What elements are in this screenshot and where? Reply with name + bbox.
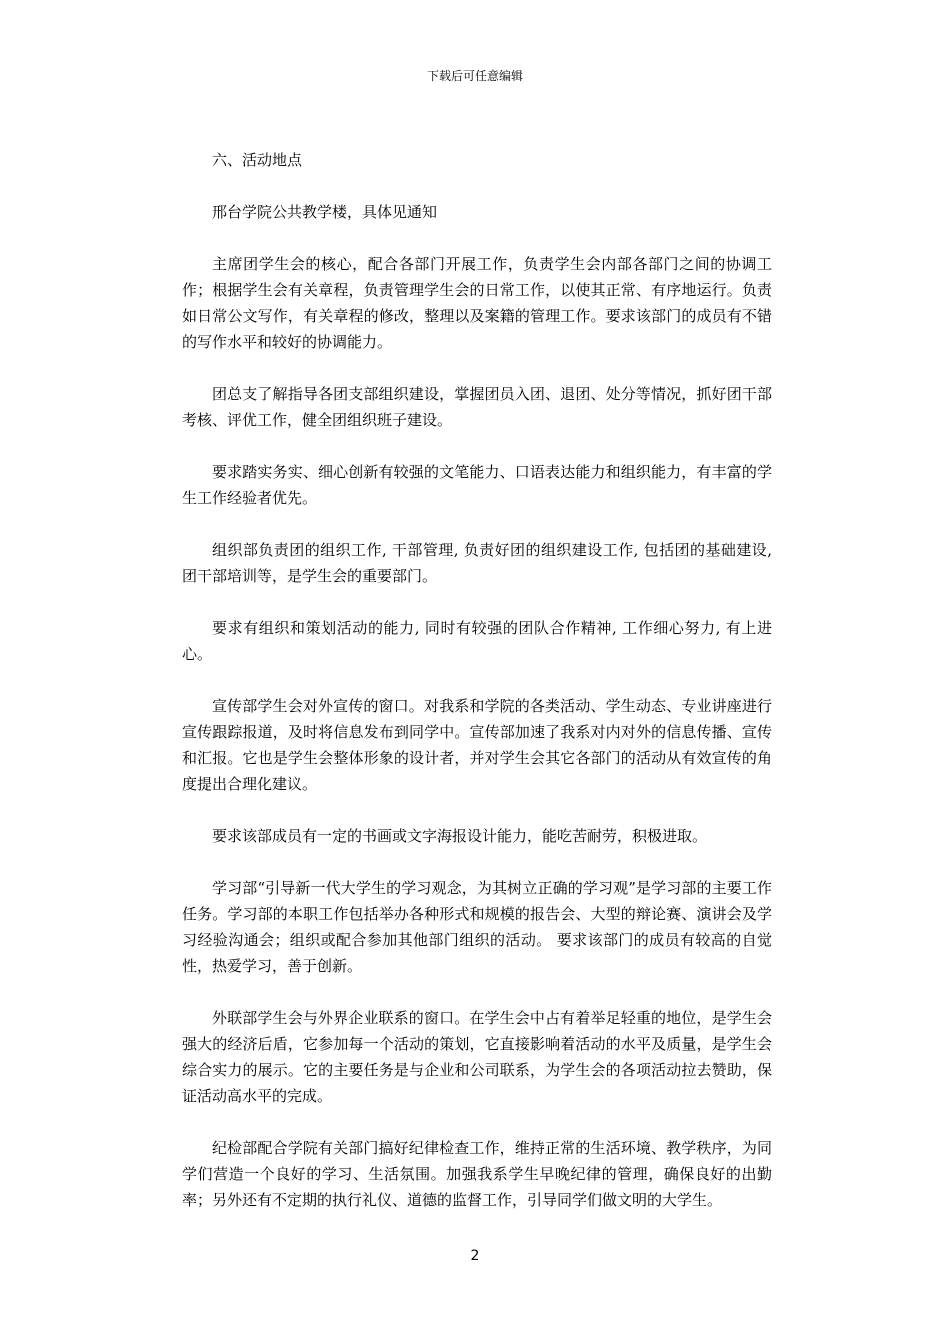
section-heading-activity-location: 六、活动地点 [212,151,303,169]
paragraph-publicity-dept: 宣传部学生会对外宣传的窗口。对我系和学院的各类活动、学生动态、专业讲座进行宣传跟踪报道，及时将信息发布到同学中。宣传部加速了我系对内对外的信息传播、宣传和汇报。它也是学生会整体形象的设计者，并对学生会其它各部门的活动从有效宣传的角度提出合理化建议。 [182,697,772,793]
paragraph-presidium: 主席团学生会的核心，配合各部门开展工作，负责学生会内部各部门之间的协调工作；根据学生会有关章程，负责管理学生会的日常工作，以使其正常、有序地运行。负责如日常公文写作，有关章程的修改，整理以及案籍的管理工作。要求该部门的成员有不错的写作水平和较好的协调能力。 [182,255,772,351]
paragraph-discipline-dept: 纪检部配合学院有关部门搞好纪律检查工作，维持正常的生活环境、教学秩序，为同学们营造一个良好的学习、生活氛围。加强我系学生早晚纪律的管理，确保良好的出勤率；另外还有不定期的执行礼仪、道德的监督工作，引导同学们做文明的大学生。 [182,1139,772,1209]
paragraph-study-dept: 学习部“引导新一代大学生的学习观念，为其树立正确的学习观”是学习部的主要工作任务。学习部的本职工作包括举办各种形式和规模的报告会、大型的辩论赛、演讲会及学习经验沟通会；组织或配合参加其他部门组织的活动。 要求该部门的成员有较高的自觉性，热爱学习，善于创新。 [182,879,772,975]
paragraph-external-relations-dept: 外联部学生会与外界企业联系的窗口。在学生会中占有着举足轻重的地位，是学生会强大的经济后盾，它参加每一个活动的策划，它直接影响着活动的水平及质量，是学生会综合实力的展示。它的主要任务是与企业和公司联系，为学生会的各项活动拉去赞助，保证活动高水平的完成。 [182,1009,772,1105]
paragraph-location: 邢台学院公共教学楼，具体见通知 [212,203,438,221]
page-number: 2 [470,1248,480,1264]
paragraph-organization-requirements: 要求有组织和策划活动的能力, 同时有较强的团队合作精神, 工作细心努力, 有上进心。 [182,619,772,663]
paragraph-league-branch-requirements: 要求踏实务实、细心创新有较强的文笔能力、口语表达能力和组织能力，有丰富的学生工作经验者优先。 [182,463,772,507]
document-body [182,147,772,1239]
page-header: 下载后可任意编辑 [426,69,523,83]
paragraph-publicity-requirements: 要求该部成员有一定的书画或文字海报设计能力，能吃苦耐劳，积极进取。 [212,827,708,845]
paragraph-league-branch: 团总支了解指导各团支部组织建设，掌握团员入团、退团、处分等情况，抓好团干部考核、评优工作，健全团组织班子建设。 [182,385,772,429]
paragraph-organization-dept: 组织部负责团的组织工作, 干部管理, 负责好团的组织建设工作, 包括团的基础建设, 团干部培训等，是学生会的重要部门。 [182,541,772,585]
